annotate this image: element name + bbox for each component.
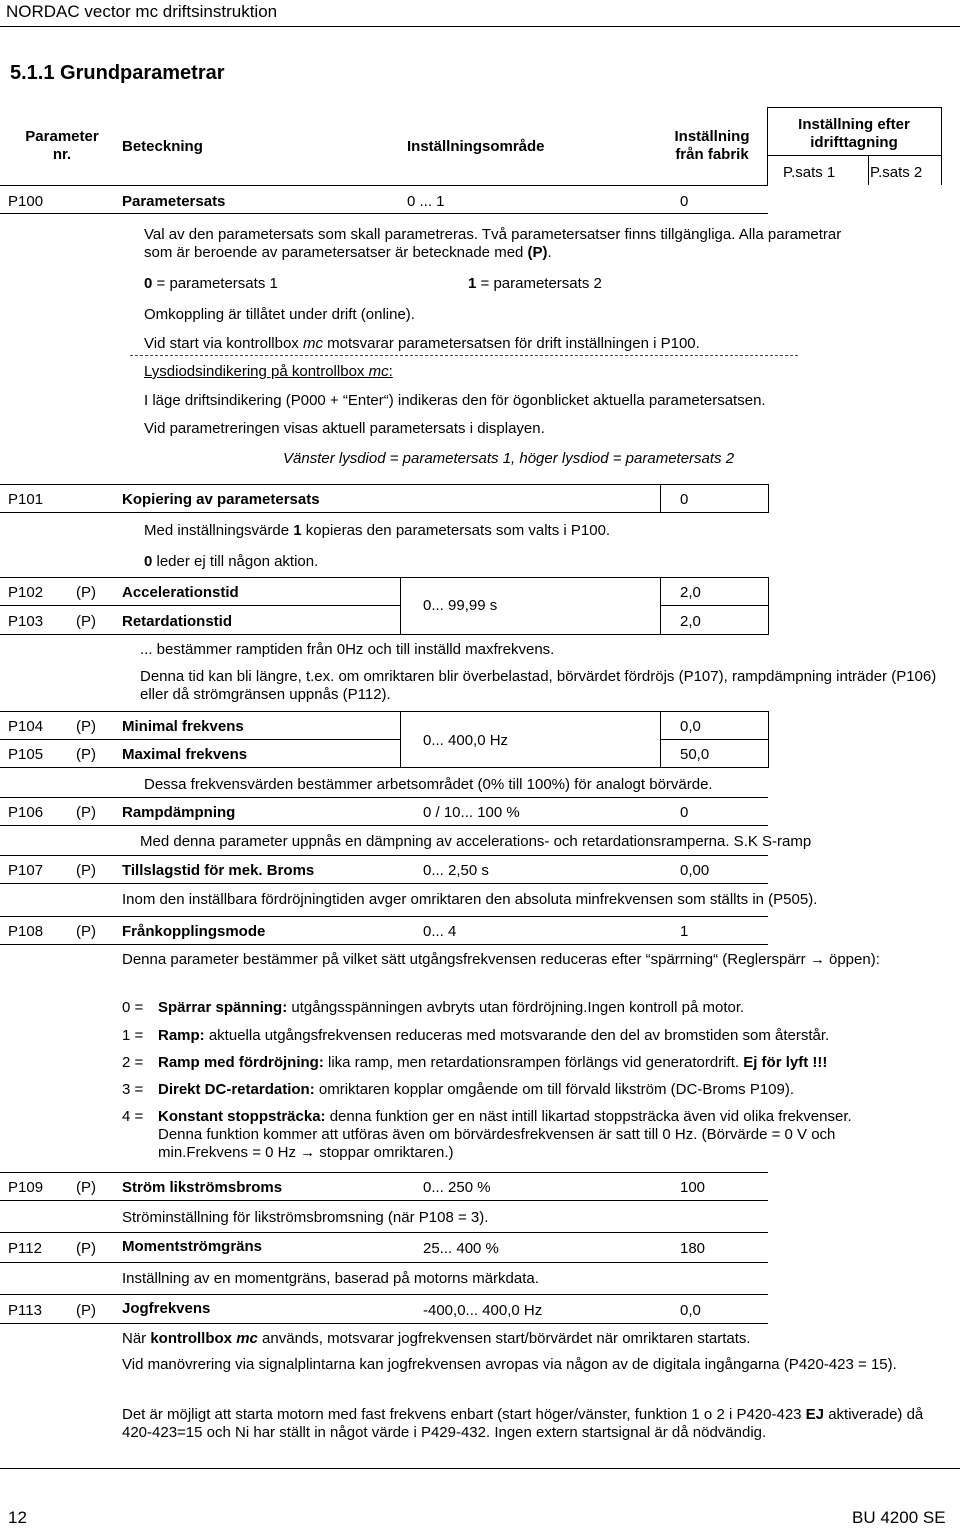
param-default-p102: 2,0 [680,584,701,601]
param-name-p113: Jogfrekvens [122,1300,211,1317]
param-p-p106: (P) [76,804,96,821]
param-name-p106: Rampdämpning [122,804,236,821]
param-nr-p112: P112 [8,1240,42,1257]
param-name-p101: Kopiering av parametersats [122,491,320,508]
param-default-p109: 100 [680,1179,706,1196]
desc-p113-3: Det är möjligt att starta motorn med fast frekvens enbart (start höger/vänster, funktion 1 o 2 i P420-423 EJ aktiverade) då 420-423=15 och Ni har ställt in något värde i P429-432. Ingen extern startsignal är då nödvändig. [122,1406,924,1441]
row-top-rule-p106 [0,797,768,798]
p108-opt-1-key: 1 = [122,1027,144,1044]
p108-opt-3-key: 3 = [122,1081,144,1098]
param-p-p103: (P) [76,613,96,630]
param-nr-p108: P108 [8,923,44,940]
col-rule-end-p102 [768,577,769,635]
desc-p107-1: Inom den inställbara fördröjningtiden avger omriktaren den absoluta minfrekvensen som ställts in (P505). [122,891,818,908]
param-default-p100: 0 [680,193,689,210]
desc-p112-1: Inställning av en momentgräns, baserad på motorns märkdata. [122,1270,539,1287]
row-top-rule-p108 [0,916,768,917]
row-rule-p107 [0,883,768,884]
desc-p113-1: När kontrollbox mc används, motsvarar jogfrekvensen start/börvärdet när omriktaren startats. [122,1330,751,1347]
param-nr-p100: P100 [8,193,44,210]
desc-p100-4: Vid start via kontrollbox mc motsvarar parametersatsen för drift inställningen i P100. [144,335,700,352]
row-top-rule-p113 [0,1294,768,1295]
param-default-p104: 0,0 [680,718,701,735]
param-p-p112: (P) [76,1240,96,1257]
header-rule [0,26,960,27]
col-header-efter: Inställning efter idrifttagning [798,116,910,151]
param-default-p112: 180 [680,1240,706,1257]
p108-opt-4: Konstant stoppsträcka: denna funktion ger en näst intill likartad stoppsträcka även vid olika frekvenser. Denna funktion kommer att utföras även om börvärdesfrekvensen är satt till 0 Hz. (Börvärde = 0 V och min.Frekvens = 0 Hz → stoppar omriktaren.) [158,1108,852,1161]
desc-p100-1: Val av den parametersats som skall parametreras. Två parametersatser finns tillgängliga. Alla parametrar som är beroende av parametersatser är betecknade med (P). [144,226,842,261]
desc-p100-6: I läge driftsindikering (P000 + “Enter“) indikeras den för ögonblicket aktuella parametersatsen. [144,392,766,409]
param-range-p107: 0... 2,50 s [423,862,489,879]
param-range-p108: 0... 4 [423,923,457,940]
param-name-p103: Retardationstid [122,613,233,630]
efter-top-rule [768,107,942,108]
row-mid-rule-p104-a [0,739,400,740]
row-top-rule-p102 [0,577,768,578]
col-header-beteckning: Beteckning [122,138,203,155]
param-nr-p107: P107 [8,862,44,879]
row-rule-p113 [0,1323,768,1324]
row-top-rule-p109 [0,1172,768,1173]
desc-p104-1: Dessa frekvensvärden bestämmer arbetsområdet (0% till 100%) för analogt börvärde. [144,776,713,793]
p108-opt-2-key: 2 = [122,1054,144,1071]
param-name-p109: Ström likströmsbroms [122,1179,283,1196]
param-name-p100: Parametersats [122,193,226,210]
desc-p100-8: Vänster lysdiod = parametersats 1, höger lysdiod = parametersats 2 [283,450,735,467]
p108-opt-4-key: 4 = [122,1108,144,1125]
param-default-p103: 2,0 [680,613,701,630]
param-nr-p103: P103 [8,613,44,630]
param-name-p105: Maximal frekvens [122,746,248,763]
desc-p102-2: Denna tid kan bli längre, t.ex. om omriktaren blir överbelastad, börvärdet fördröjs (P107), rampdämpning inträder (P106) eller då strömgränsen uppnås (P112). [140,668,937,703]
p108-opt-2: Ramp med fördröjning: lika ramp, men retardationsrampen förlängs vid generatordrift. Ej för lyft !!! [158,1054,828,1071]
col-header-fabrik: Inställning från fabrik [674,128,750,163]
desc-p100-3: Omkoppling är tillåtet under drift (online). [144,306,415,323]
param-name-p107: Tillslagstid för mek. Broms [122,862,315,879]
section-title: 5.1.1 Grundparametrar [10,62,225,84]
col-rule-range-p102 [400,577,401,635]
row-top-rule-p104 [0,711,768,712]
psats-divider [868,155,869,185]
param-range-p100: 0 ... 1 [407,193,445,210]
param-nr-p113: P113 [8,1302,42,1319]
col-rule-end-p101 [768,484,769,513]
row-rule-p112 [0,1262,768,1263]
param-p-p105: (P) [76,746,96,763]
row-top-rule-p112 [0,1232,768,1233]
dashed-separator [130,355,798,356]
param-default-p108: 1 [680,923,689,940]
col-rule-default-p104 [660,711,661,768]
efter-mid-rule [768,155,942,156]
desc-p102-1: ... bestämmer ramptiden från 0Hz och till inställd maxfrekvens. [140,641,555,658]
row-rule-p108 [0,944,768,945]
row-rule-p100 [0,213,768,214]
p108-opt-3: Direkt DC-retardation: omriktaren kopplar omgående om till förvald likström (DC-Broms P109). [158,1081,795,1098]
row-rule-p106 [0,825,768,826]
desc-p108-1: Denna parameter bestämmer på vilket sätt utgångsfrekvensen reduceras efter “spärrning“ (Reglerspärr → öppen): [122,951,880,968]
desc-p100-5: Lysdiodsindikering på kontrollbox mc: [144,363,393,380]
p108-opt-0-key: 0 = [122,999,144,1016]
col-rule-range-p104 [400,711,401,768]
param-default-p105: 50,0 [680,746,710,763]
param-range-p102-103: 0... 99,99 s [423,597,498,614]
param-p-p113: (P) [76,1302,96,1319]
row-mid-rule-p102-b [660,605,768,606]
row-top-rule-p101 [0,484,768,485]
document-header-title: NORDAC vector mc driftsinstruktion [6,2,278,21]
content-bottom-rule [0,1468,960,1469]
col-header-psats2: P.sats 2 [870,164,923,181]
param-range-p109: 0... 250 % [423,1179,491,1196]
col-rule-end-p104 [768,711,769,768]
param-range-p106: 0 / 10... 100 % [423,804,520,821]
param-default-p113: 0,0 [680,1302,701,1319]
param-name-p108: Frånkopplingsmode [122,923,266,940]
row-mid-rule-p102-a [0,605,400,606]
footer-page-number: 12 [8,1508,27,1527]
desc-p100-2a: 0 = parametersats 1 [144,275,278,292]
param-default-p107: 0,00 [680,862,710,879]
param-nr-p106: P106 [8,804,44,821]
param-name-p102: Accelerationstid [122,584,239,601]
param-default-p101: 0 [680,491,689,508]
param-p-p107: (P) [76,862,96,879]
row-rule-p109 [0,1200,768,1201]
header-bottom-rule [0,185,768,186]
footer-doc-id: BU 4200 SE [852,1508,946,1527]
param-nr-p102: P102 [8,584,44,601]
param-p-p102: (P) [76,584,96,601]
param-name-p104: Minimal frekvens [122,718,244,735]
row-top-rule-p107 [0,855,768,856]
p108-opt-0: Spärrar spänning: utgångsspänningen avbryts utan fördröjning.Ingen kontroll på motor. [158,999,745,1016]
param-nr-p101: P101 [8,491,44,508]
row-rule-p101 [0,512,768,513]
row-mid-rule-p104-b [660,739,768,740]
efter-left-rule [767,107,768,185]
param-nr-p109: P109 [8,1179,44,1196]
row-rule-p105 [0,767,768,768]
param-p-p109: (P) [76,1179,96,1196]
p108-opt-1: Ramp: aktuella utgångsfrekvensen reduceras med motsvarande den del av bromstiden som återstår. [158,1027,830,1044]
desc-p100-7: Vid parametreringen visas aktuell parametersats i displayen. [144,420,545,437]
col-header-psats1: P.sats 1 [783,164,836,181]
param-p-p108: (P) [76,923,96,940]
param-name-p112: Momentströmgräns [122,1238,263,1255]
param-nr-p104: P104 [8,718,44,735]
desc-p106-1: Med denna parameter uppnås en dämpning av accelerations- och retardationsramperna. S.K S-ramp [140,833,812,850]
col-header-param-nr: Parameter nr. [25,128,99,163]
desc-p100-2b: 1 = parametersats 2 [468,275,602,292]
param-range-p113: -400,0... 400,0 Hz [423,1302,543,1319]
param-p-p104: (P) [76,718,96,735]
param-range-p112: 25... 400 % [423,1240,499,1257]
param-nr-p105: P105 [8,746,44,763]
efter-right-rule [941,107,942,185]
desc-p101-1: Med inställningsvärde 1 kopieras den parametersats som valts i P100. [144,522,611,539]
col-rule-default-p101 [660,484,661,513]
col-header-omrade: Inställningsområde [407,138,545,155]
desc-p109-1: Ströminställning för likströmsbromsning (när P108 = 3). [122,1209,489,1226]
param-default-p106: 0 [680,804,689,821]
desc-p113-2: Vid manövrering via signalplintarna kan jogfrekvensen avropas via någon av de digitala ingångarna (P420-423 = 15). [122,1356,897,1373]
param-range-p104-105: 0... 400,0 Hz [423,732,509,749]
col-rule-default-p102 [660,577,661,635]
row-rule-p103 [0,634,768,635]
desc-p101-2: 0 leder ej till någon aktion. [144,553,319,570]
